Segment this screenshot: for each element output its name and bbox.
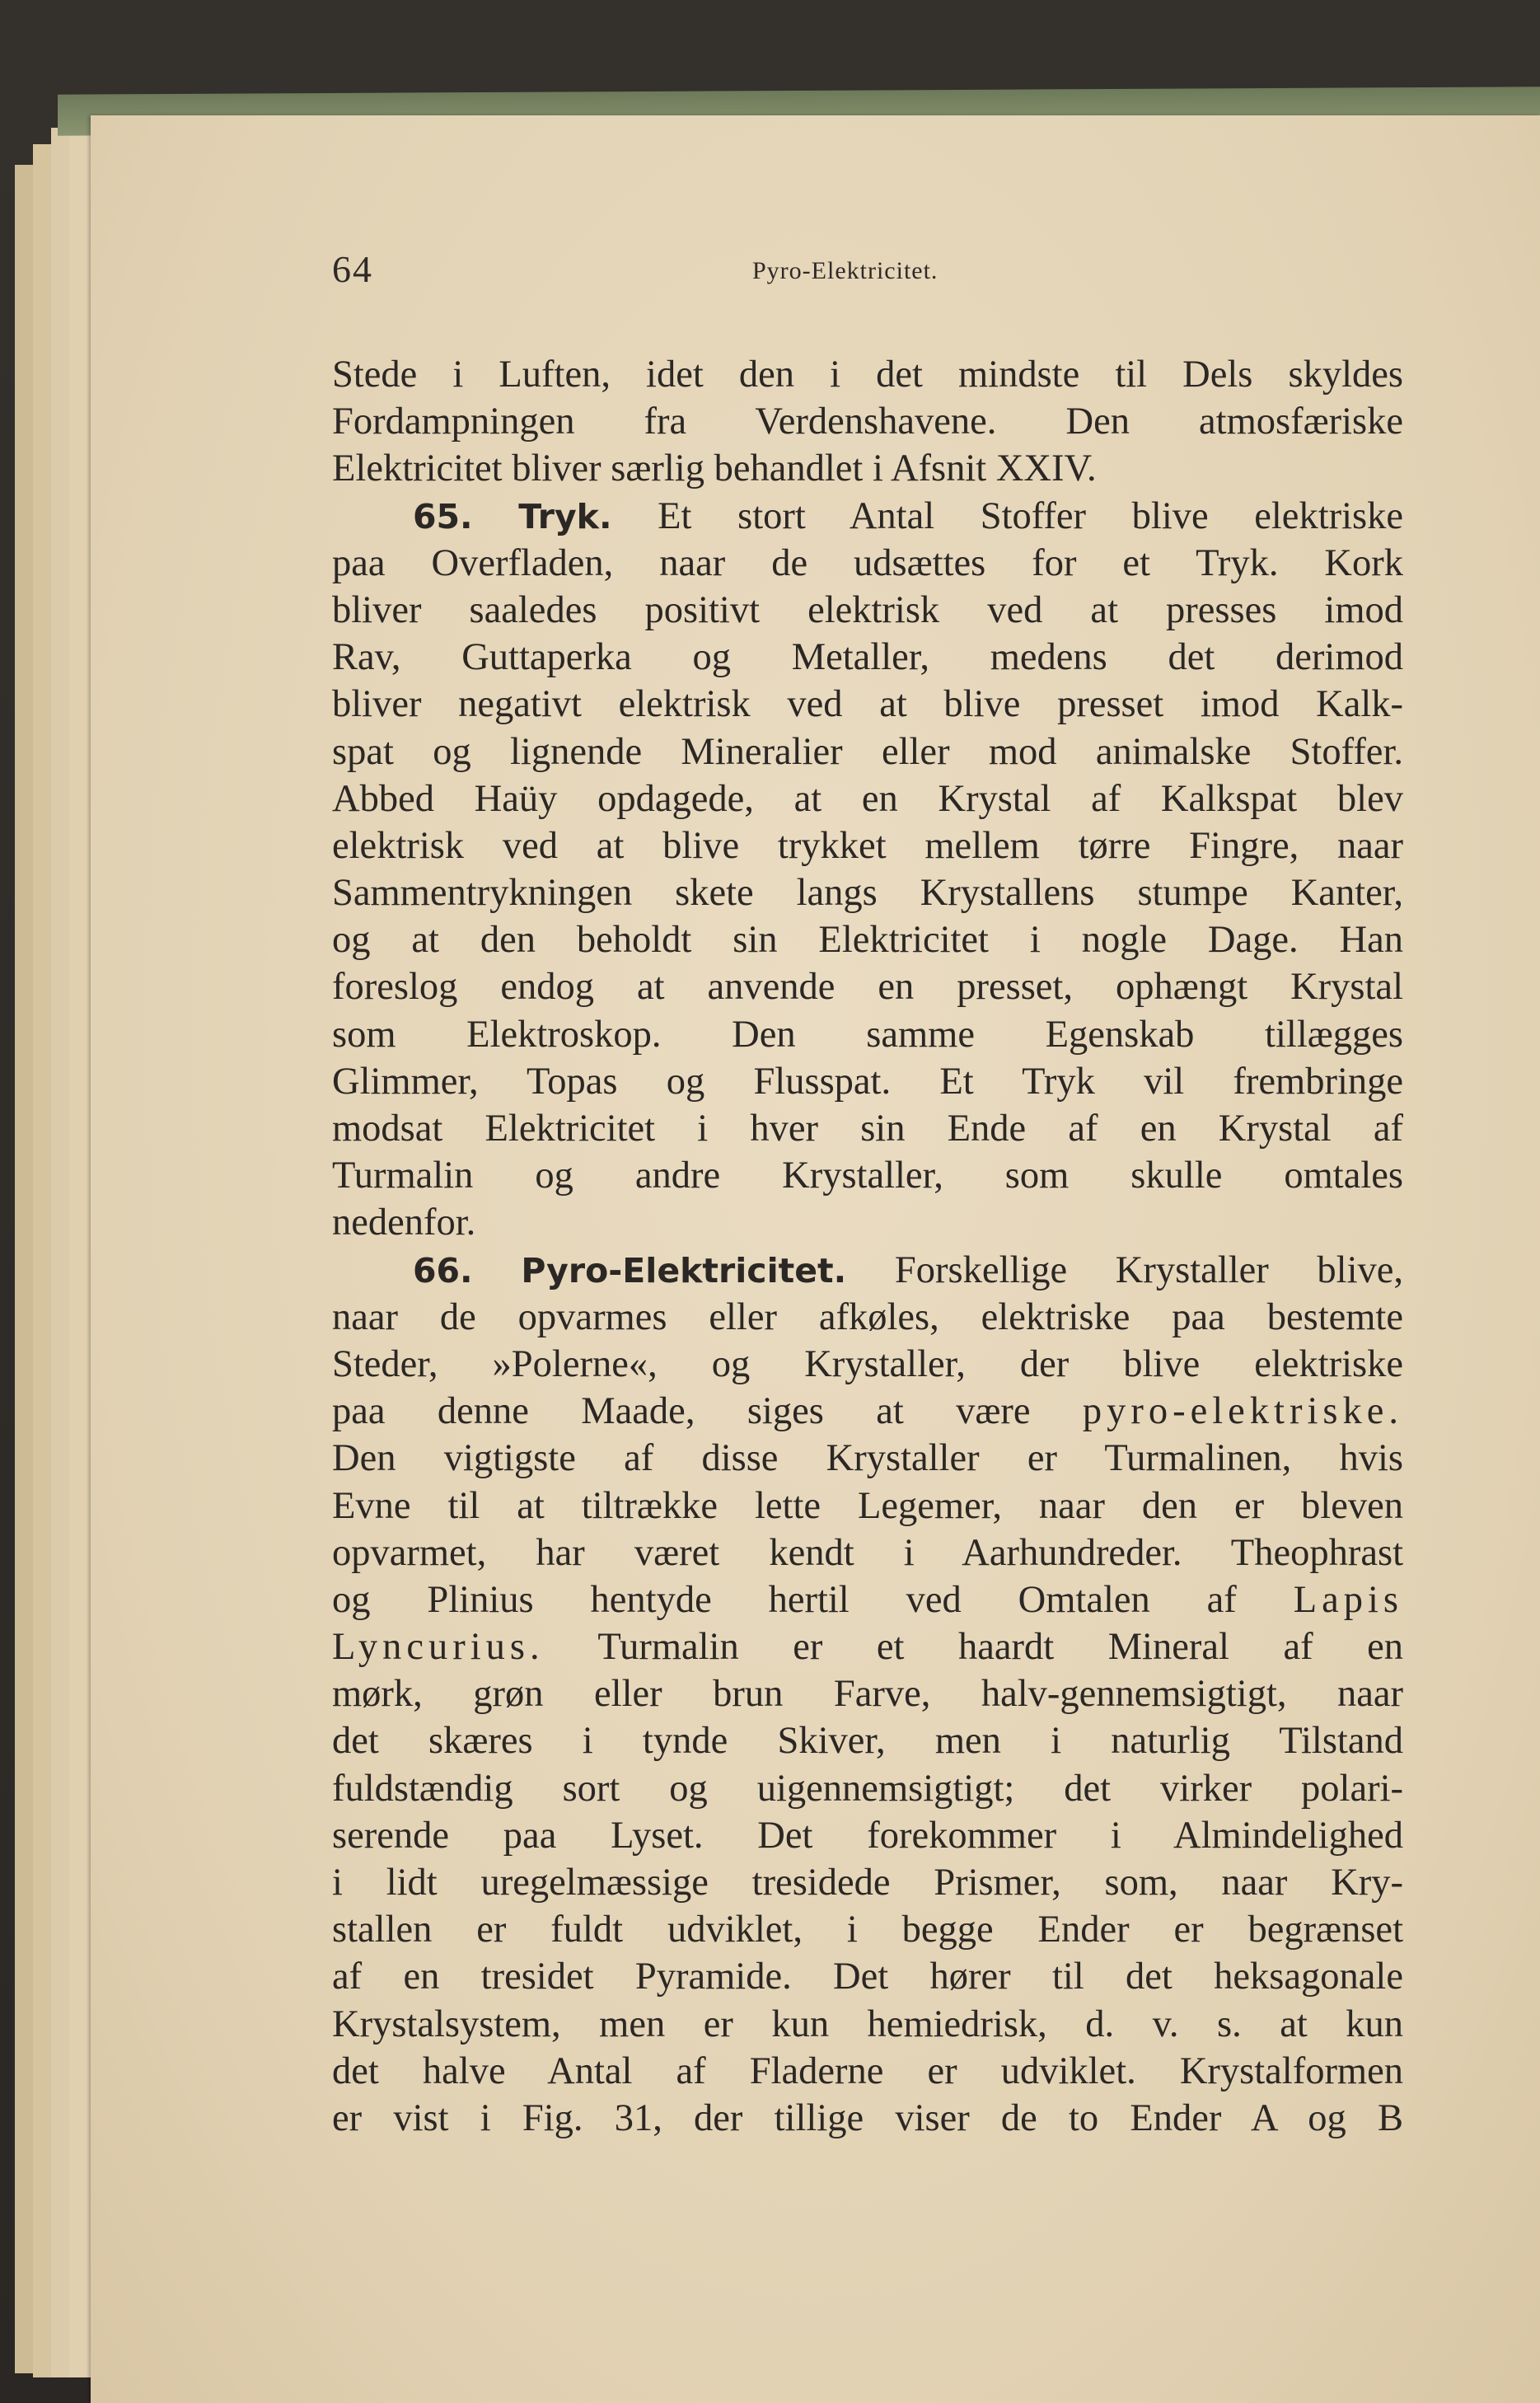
section-66-heading-line [332,1247,1403,1294]
running-title: Pyro-Elektricitet. [752,257,939,284]
text-line: Turmalin og andre Krystaller, som skulle omtales [332,1155,1403,1197]
text-line: opvarmet, har været kendt i Aarhundreder. Theophrast [332,1531,1403,1574]
text-line: Evne til at tiltrække lette Legemer, naar den er bleven [332,1484,1403,1527]
text-line: som Elektroskop. Den samme Egenskab tillægges [332,1013,1403,1056]
running-header [332,247,1403,313]
text-fragment: Forskellige Krystaller blive, [894,1248,1404,1291]
text-line: serende paa Lyset. Det forekommer i Almindelighed [332,1814,1403,1857]
text-line: Elektricitet bliver særlig behandlet i Afsnit XXIV. [332,447,1097,490]
text-line [332,1576,1403,1623]
section-65-heading-line [332,493,1403,540]
text-line: fuldstændig sort og uigennemsigtigt; det virker polari- [332,1767,1403,1810]
emphasized-term: pyro-elektriske. [1082,1390,1403,1433]
text-line: paa Overfladen, naar de udsættes for et Tryk. Kork [332,541,1403,584]
text-line: Rav, Guttaperka og Metaller, medens det derimod [332,636,1403,679]
emphasized-term: Lapis [1293,1578,1404,1621]
text-fragment: paa denne Maade, siges at være [332,1390,1031,1433]
text-fragment: og Plinius hentyde hertil ved Omtalen af [332,1578,1237,1621]
text-line: naar de opvarmes eller afkøles, elektriske paa bestemte [332,1295,1403,1338]
text-line: Sammentrykningen skete langs Krystallens stumpe Kanter, [332,872,1403,915]
text-line: i lidt uregelmæssige tresidede Prismer, som, naar Kry- [332,1862,1403,1904]
text-line: Stede i Luften, idet den i det mindste til Dels skyldes [332,354,1403,396]
text-line: bliver saaledes positivt elektrisk ved at presses imod [332,588,1403,631]
text-line: Krystalsystem, men er kun hemiedrisk, d. v. s. at kun [332,2002,1403,2045]
text-line: elektrisk ved at blive trykket mellem tørre Fingre, naar [332,824,1403,867]
body-text [332,351,1403,2142]
emphasized-term: Lyncurius. [332,1626,545,1669]
section-number: 66. [413,1250,473,1290]
page-number: 64 [332,248,373,290]
text-line: Abbed Haüy opdagede, at en Krystal af Kalkspat blev [332,777,1403,820]
text-line: modsat Elektricitet i hver sin Ende af en Krystal af [332,1108,1403,1150]
text-line: stallen er fuldt udviklet, i begge Ender er begrænset [332,1909,1403,1951]
section-number: 65. [413,496,473,536]
text-line: og at den beholdt sin Elektricitet i nogle Dage. Han [332,919,1403,962]
text-line: det skæres i tynde Skiver, men i naturlig Tilstand [332,1720,1403,1763]
text-line: af en tresidet Pyramide. Det hører til det heksagonale [332,1956,1403,1998]
text-line: nedenfor. [332,1202,476,1244]
text-line [332,1623,1403,1670]
text-line: Fordampningen fra Verdenshavene. Den atmosfæriske [332,400,1403,443]
section-title: Pyro-Elektricitet. [521,1250,847,1290]
text-line: spat og lignende Mineralier eller mod animalske Stoffer. [332,730,1403,773]
text-fragment: Et stort Antal Stoffer blive elektriske [658,494,1403,537]
text-fragment: Turmalin er et haardt Mineral af en [597,1626,1403,1669]
text-line: foreslog endog at anvende en presset, ophængt Krystal [332,966,1403,1009]
text-line: er vist i Fig. 31, der tillige viser de to Ender A og B [332,2096,1403,2139]
text-line: Glimmer, Topas og Flusspat. Et Tryk vil frembringe [332,1060,1403,1103]
text-line: Steder, »Polerne«, og Krystaller, der blive elektriske [332,1342,1403,1385]
text-line: Den vigtigste af disse Krystaller er Turmalinen, hvis [332,1437,1403,1480]
text-line [332,1388,1403,1435]
text-line: det halve Antal af Fladerne er udviklet. Krystalformen [332,2049,1403,2092]
section-title: Tryk. [518,496,612,536]
text-line: bliver negativt elektrisk ved at blive presset imod Kalk- [332,683,1403,726]
text-line: mørk, grøn eller brun Farve, halv-gennemsigtigt, naar [332,1673,1403,1716]
